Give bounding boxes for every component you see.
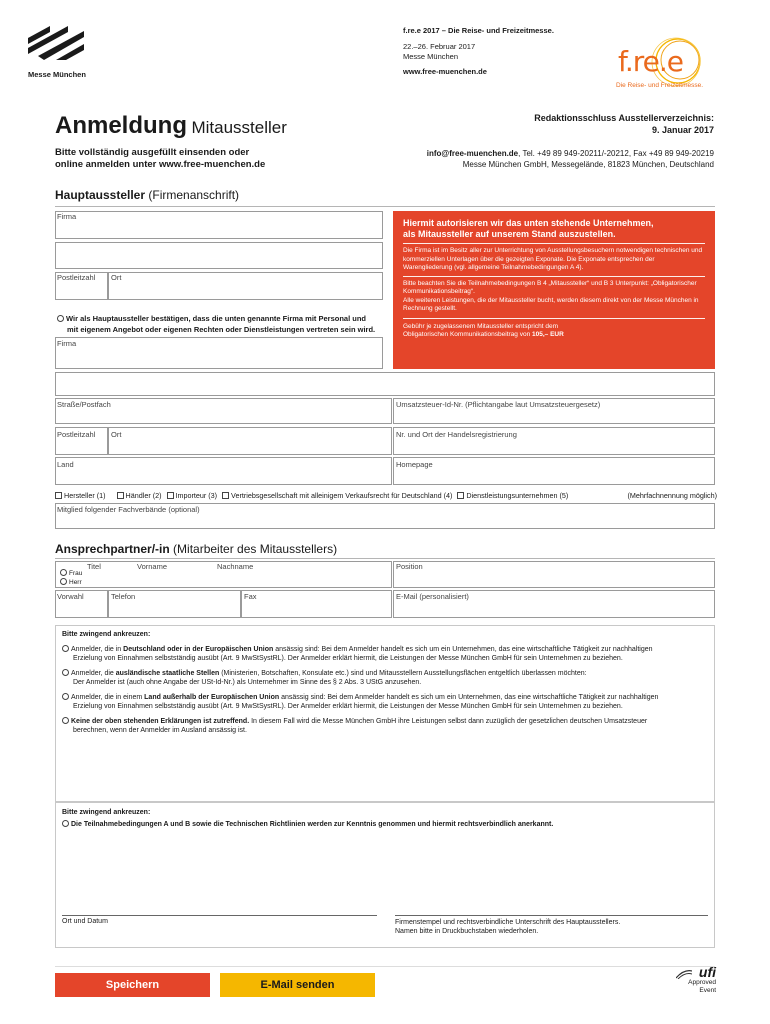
type-importeur[interactable]: Importeur (3) xyxy=(167,491,218,500)
messe-logo-text: Messe München xyxy=(28,70,86,79)
radio-icon[interactable] xyxy=(60,578,67,585)
ort-datum-label: Ort und Datum xyxy=(62,918,108,925)
haupt-firma-label: Firma xyxy=(57,212,77,221)
ansprechpartner-title: Ansprechpartner/-in (Mitarbeiter des Mitausstellers) xyxy=(55,542,338,556)
page-title: Anmeldung xyxy=(55,112,187,139)
email-send-button[interactable]: E-Mail senden xyxy=(220,973,375,997)
free-logo-text: f.re.e xyxy=(618,45,683,78)
radio-icon[interactable] xyxy=(62,820,69,827)
vorwahl-label: Vorwahl xyxy=(57,592,84,601)
terms-heading: Bitte zwingend ankreuzen: xyxy=(62,809,151,816)
mit-ort-field[interactable] xyxy=(108,427,392,455)
tax-option-none[interactable]: Keine der oben stehenden Erklärungen ist zutreffend. In diesem Fall wird die Messe München GmbH ihre Leistungen selbst dann zuzüglich der gesetzlichen deutschen Umsatzsteuer berechnen, wenn der Anmelder im Ausland ansässig ist. xyxy=(62,717,712,735)
mit-homepage-label: Homepage xyxy=(396,460,433,469)
radio-icon[interactable] xyxy=(62,645,69,652)
free-brand-logo xyxy=(612,35,722,95)
auth-fee-1: Gebühr je zugelassenem Mitaussteller entspricht dem xyxy=(403,322,558,330)
mit-land-label: Land xyxy=(57,460,74,469)
mit-ust-label: Umsatzsteuer-Id-Nr. (Pflichtangabe laut Umsatzsteuergesetz) xyxy=(396,400,601,409)
tax-heading: Bitte zwingend ankreuzen: xyxy=(62,631,151,638)
nachname-label: Nachname xyxy=(217,562,254,571)
auth-heading-2: als Mitaussteller auf unserem Stand auszustellen. xyxy=(403,229,616,239)
instruction-line-1: Bitte vollständig ausgefüllt einsenden oder xyxy=(55,147,250,158)
checkbox-icon[interactable] xyxy=(167,492,174,499)
signature-line[interactable] xyxy=(395,915,708,916)
ufi-text: ufi xyxy=(698,964,716,980)
authorization-box xyxy=(393,211,715,369)
mit-firma-field-1[interactable] xyxy=(55,337,383,369)
auth-fee-amount: 105,– EUR xyxy=(532,331,564,338)
position-label: Position xyxy=(396,562,423,571)
contact-phone: , Tel. +49 89 949-20211/-20212, Fax +49 89 949-20219 xyxy=(518,149,714,158)
confirm-radio-icon[interactable] xyxy=(57,315,64,322)
ufi-approved: Approved xyxy=(688,979,716,986)
auth-para-2: Bitte beachten Sie die Teilnahmebedingungen B 4 „Mitaussteller“ und B 3 Unterpunkt: „Obligatorischer Kommunikationsbeitrag“. xyxy=(403,279,697,295)
telefon-label: Telefon xyxy=(111,592,136,601)
ufi-swoosh-icon xyxy=(676,969,692,979)
haupt-plz-label: Postleitzahl xyxy=(57,273,96,282)
contact-email[interactable]: info@free-muenchen.de xyxy=(426,149,519,158)
company-type-row xyxy=(55,491,717,500)
mit-homepage-field[interactable] xyxy=(393,457,715,485)
save-button[interactable]: Speichern xyxy=(55,973,210,997)
instruction-line-2: online anmelden unter www.free-muenchen.de xyxy=(55,159,266,170)
messe-muenchen-logo xyxy=(28,26,118,79)
multi-note: (Mehrfachnennung möglich) xyxy=(627,491,717,500)
verband-label: Mitglied folgender Fachverbände (optional) xyxy=(57,505,200,514)
auth-para-1: Die Firma ist im Besitz aller zur Unterrichtung von Ausstellungsbesuchern notwendigen technischen und kommerziellen Unterlagen über die gezeigten Exponate. Die Exponate entsprechen der Warengliederung (vgl. allgemeine Teilnahmebedingungen A 4). xyxy=(403,247,703,271)
haupt-firma-field-1[interactable] xyxy=(55,211,383,239)
type-haendler[interactable]: Händler (2) xyxy=(117,491,162,500)
ort-datum-line[interactable] xyxy=(62,915,377,916)
event-venue: Messe München xyxy=(403,52,459,61)
haupt-ort-label: Ort xyxy=(111,273,122,282)
stamp-label-1: Firmenstempel und rechtsverbindliche Unterschrift des Hauptausstellers. xyxy=(395,919,621,926)
checkbox-icon[interactable] xyxy=(117,492,124,499)
auth-fee-2: Obligatorischen Kommunikationsbeitrag von xyxy=(403,331,531,338)
radio-frau[interactable]: Frau xyxy=(60,569,82,578)
ufi-event: Event xyxy=(699,986,716,994)
mit-firma-field-2[interactable] xyxy=(55,372,715,396)
radio-icon[interactable] xyxy=(62,717,69,724)
hauptaussteller-title: Hauptaussteller (Firmenanschrift) xyxy=(55,188,240,202)
fax-field[interactable] xyxy=(241,590,392,618)
auth-para-3: Alle weiteren Leistungen, die der Mitaussteller bucht, werden diesem direkt von der Messe München in Rechnung gestellt. xyxy=(403,296,699,312)
deadline-date: 9. Januar 2017 xyxy=(651,125,714,135)
checkbox-icon[interactable] xyxy=(457,492,464,499)
mit-land-field[interactable] xyxy=(55,457,392,485)
contact-address: Messe München GmbH, Messegelände, 81823 München, Deutschland xyxy=(462,160,714,169)
position-field[interactable] xyxy=(393,561,715,588)
email-label: E-Mail (personalisiert) xyxy=(396,592,469,601)
type-vertrieb[interactable]: Vertriebsgesellschaft mit alleinigem Verkaufsrecht für Deutschland (4) xyxy=(222,491,452,500)
radio-icon[interactable] xyxy=(62,693,69,700)
haupt-ort-field[interactable] xyxy=(108,272,383,300)
mit-strasse-label: Straße/Postfach xyxy=(57,400,111,409)
page-subtitle: Mitaussteller xyxy=(191,118,287,137)
stamp-label-2: Namen bitte in Druckbuchstaben wiederholen. xyxy=(395,928,539,935)
deadline-label: Redaktionsschluss Ausstellerverzeichnis: xyxy=(534,113,714,123)
mit-ort-label: Ort xyxy=(111,430,122,439)
type-dienstleistung[interactable]: Dienstleistungsunternehmen (5) xyxy=(457,491,568,500)
tax-option-eu[interactable]: Anmelder, die in Deutschland oder in der Europäischen Union ansässig sind: Bei dem Anmelder handelt es sich um ein Unternehmen, das eine wirtschaftliche Tätigkeit zur nachhaltigen Erzielung von Einnahmen selbstständig ausübt (Art. 9 MwStSystRL). Der Anmelder erklärt hiermit, die Leistungen der Messe München GmbH für sein Unternehmen zu beziehen. xyxy=(62,645,712,663)
event-date: 22.–26. Februar 2017 xyxy=(403,42,476,51)
event-url: www.free-muenchen.de xyxy=(403,67,487,76)
mit-register-label: Nr. und Ort der Handelsregistrierung xyxy=(396,430,517,439)
tax-option-state[interactable]: Anmelder, die ausländische staatliche Stellen (Ministerien, Botschaften, Konsulate etc.) sind und Mitausstellern Ausstellungsflächen entgeltlich überlassen möchten: Der Anmelder ist (auch ohne Angabe der USt-Id-Nr.) als Unternehmer im Sinne des § 2 Abs. 3 UStG anzusehen. xyxy=(62,669,712,687)
ufi-logo xyxy=(676,966,716,1000)
terms-accept-radio[interactable]: Die Teilnahmebedingungen A und B sowie die Technischen Richtlinien werden zur Kenntnis genommen und hiermit rechtsverbindlich anerkannt. xyxy=(62,820,553,829)
vorname-label: Vorname xyxy=(137,562,168,571)
radio-herr[interactable]: Herr xyxy=(60,578,82,587)
type-hersteller[interactable]: Hersteller (1) xyxy=(55,491,106,500)
mit-plz-label: Postleitzahl xyxy=(57,430,96,439)
mit-firma-label: Firma xyxy=(57,339,77,348)
messe-logo-icon xyxy=(28,26,84,62)
free-tagline: Die Reise- und Freizeitmesse. xyxy=(616,82,704,89)
fax-label: Fax xyxy=(244,592,257,601)
radio-icon[interactable] xyxy=(62,669,69,676)
haupt-confirm-radio[interactable]: Wir als Hauptaussteller bestätigen, dass die unten genannte Firma mit Personal und mit eigenem Angebot oder eigenen Rechten oder Dienstleistungen vertreten sein wird. xyxy=(57,313,375,335)
haupt-firma-field-2[interactable] xyxy=(55,242,383,269)
tax-option-non-eu[interactable]: Anmelder, die in einem Land außerhalb der Europäischen Union ansässig sind: Bei dem Anmelder handelt es sich um ein Unternehmen, das eine wirtschaftliche Tätigkeit zur nachhaltigen Erzielung von Einnahmen selbstständig ausübt (Art. 9 MwStSystRL). Der Anmelder erklärt hiermit, die Leistungen der Messe München GmbH für sein Unternehmen zu beziehen. xyxy=(62,693,712,711)
radio-icon[interactable] xyxy=(60,569,67,576)
checkbox-icon[interactable] xyxy=(55,492,62,499)
event-line: f.re.e 2017 – Die Reise- und Freizeitmesse. xyxy=(403,26,554,35)
checkbox-icon[interactable] xyxy=(222,492,229,499)
auth-heading-1: Hiermit autorisieren wir das unten stehende Unternehmen, xyxy=(403,218,654,228)
titel-label: Titel xyxy=(87,562,101,571)
